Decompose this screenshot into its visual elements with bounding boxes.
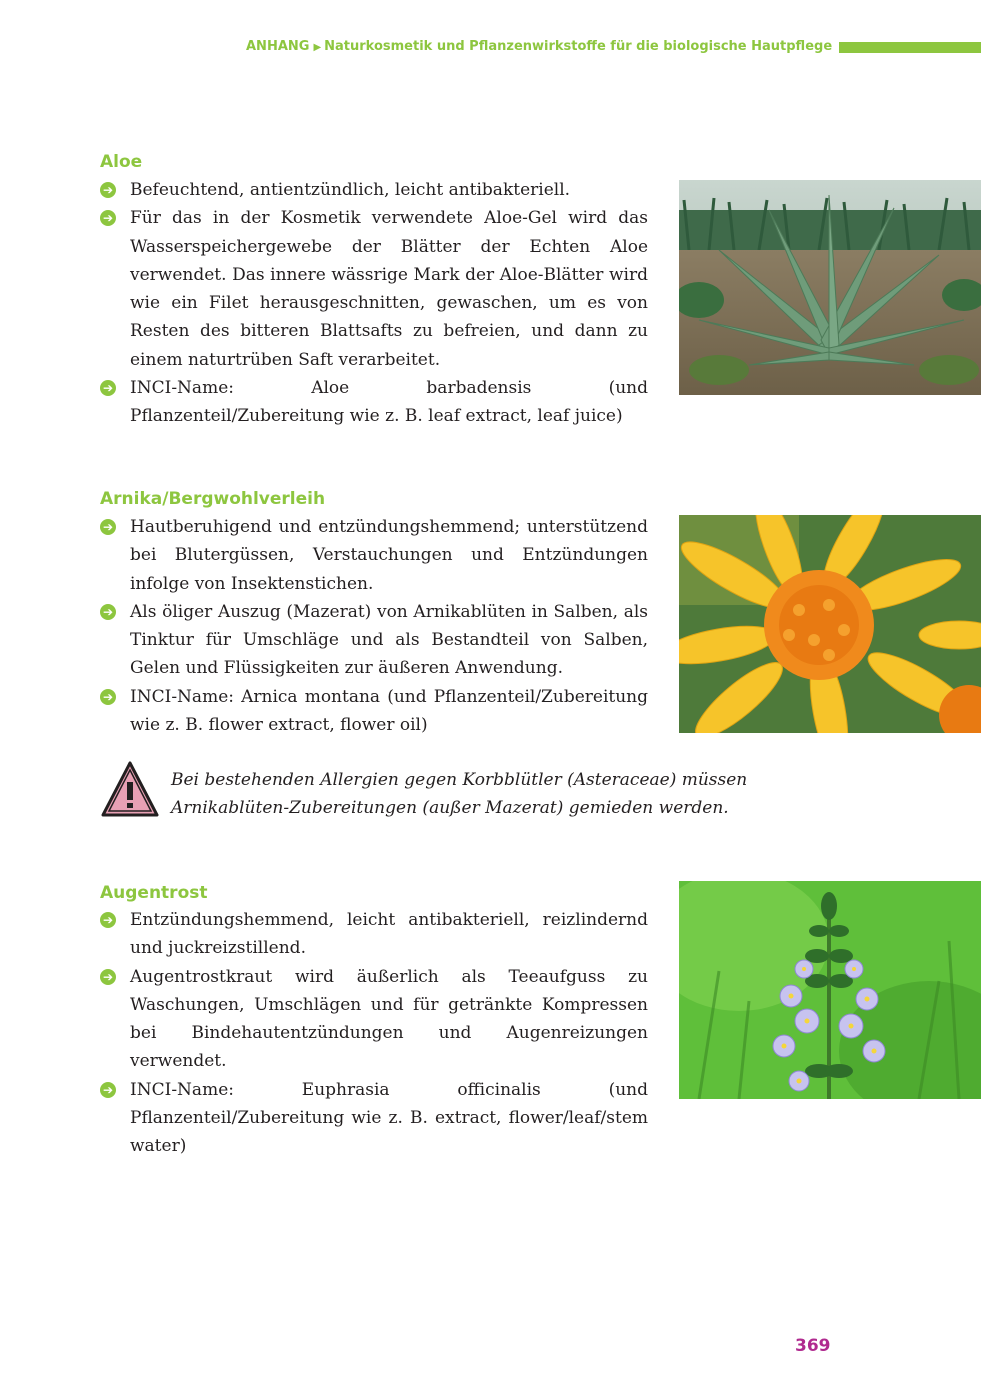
list-item <box>100 683 648 740</box>
list-item <box>100 176 648 204</box>
arrow-right-circle-icon: ➔ <box>100 182 116 198</box>
running-header-text <box>246 38 832 57</box>
bullet-text: INCI-Name: Euphrasia officinalis (und Pflanzenteil/Zubereitung wie z. B. extract, flower/leaf/stem water) <box>130 1079 648 1157</box>
warning-triangle-icon <box>100 760 160 818</box>
allergy-warning <box>100 758 860 826</box>
page-number: 369 <box>795 1336 831 1356</box>
arrow-right-circle-icon: ➔ <box>100 604 116 620</box>
arrow-right-circle-icon: ➔ <box>100 210 116 226</box>
bullet-text: Befeuchtend, antientzündlich, leicht antibakteriell. <box>130 180 571 200</box>
section-title-aloe: Aloe <box>100 152 143 172</box>
section-title-arnika: Arnika/Bergwohlverleih <box>100 489 326 509</box>
list-item <box>100 963 648 1076</box>
arrow-right-circle-icon: ➔ <box>100 969 116 985</box>
bullet-list-aloe <box>100 176 648 431</box>
list-item <box>100 513 648 598</box>
arrow-right-circle-icon: ➔ <box>100 912 116 928</box>
bullet-text: Augentrostkraut wird äußerlich als Teeaufguss zu Waschungen, Umschlägen und für getränkte Kompressen bei Bindehautentzündungen und Augenreizungen verwendet. <box>130 966 648 1072</box>
header-title: Naturkosmetik und Pflanzenwirkstoffe für die biologische Hautpflege <box>324 39 833 54</box>
eyebright-photo <box>679 881 981 1099</box>
bullet-text: INCI-Name: Arnica montana (und Pflanzenteil/Zubereitung wie z. B. flower extract, flower oil) <box>130 686 648 736</box>
list-item <box>100 598 648 683</box>
header-accent-bar <box>839 42 981 53</box>
arnica-photo <box>679 515 981 733</box>
arrow-right-circle-icon: ➔ <box>100 519 116 535</box>
header-section: ANHANG <box>246 39 310 54</box>
list-item <box>100 906 648 963</box>
list-item <box>100 1076 648 1161</box>
list-item <box>100 374 648 431</box>
header-arrow-icon: ▶ <box>313 42 322 53</box>
running-header <box>0 38 981 58</box>
list-item <box>100 204 648 374</box>
arrow-right-circle-icon: ➔ <box>100 689 116 705</box>
warning-text: Bei bestehenden Allergien gegen Korbblütler (Asteraceae) müssen Arnikablüten-Zubereitungen (außer Mazerat) gemieden werden. <box>171 770 748 819</box>
bullet-text: Als öliger Auszug (Mazerat) von Arnikablüten in Salben, als Tinktur für Umschläge und als Bestandteil von Salben, Gelen und Flüssigkeiten zur äußeren Anwendung. <box>130 601 648 679</box>
bullet-text: Hautberuhigend und entzündungshemmend; unterstützend bei Blutergüssen, Verstauchungen und Entzündungen infolge von Insektenstichen. <box>130 517 648 594</box>
arrow-right-circle-icon: ➔ <box>100 380 116 396</box>
bullet-text: Für das in der Kosmetik verwendete Aloe-Gel wird das Wasserspeichergewebe der Blätter der Echten Aloe verwendet. Das innere wässrige Mark der Aloe-Blätter wird wie ein Filet herausgeschnitten, gewaschen, um es von Resten des bitteren Blattsafts zu befreien, und dann zu einem naturtrüben Saft verarbeitet. <box>130 208 648 370</box>
bullet-list-arnika <box>100 513 648 739</box>
arrow-right-circle-icon: ➔ <box>100 1082 116 1098</box>
section-title-augentrost: Augentrost <box>100 883 208 903</box>
aloe-photo <box>679 180 981 395</box>
bullet-list-augentrost <box>100 906 648 1161</box>
bullet-text: INCI-Name: Aloe barbadensis (und Pflanzenteil/Zubereitung wie z. B. leaf extract, leaf juice) <box>130 378 648 427</box>
bullet-text: Entzündungshemmend, leicht antibakteriell, reizlindernd und juckreizstillend. <box>130 910 648 959</box>
